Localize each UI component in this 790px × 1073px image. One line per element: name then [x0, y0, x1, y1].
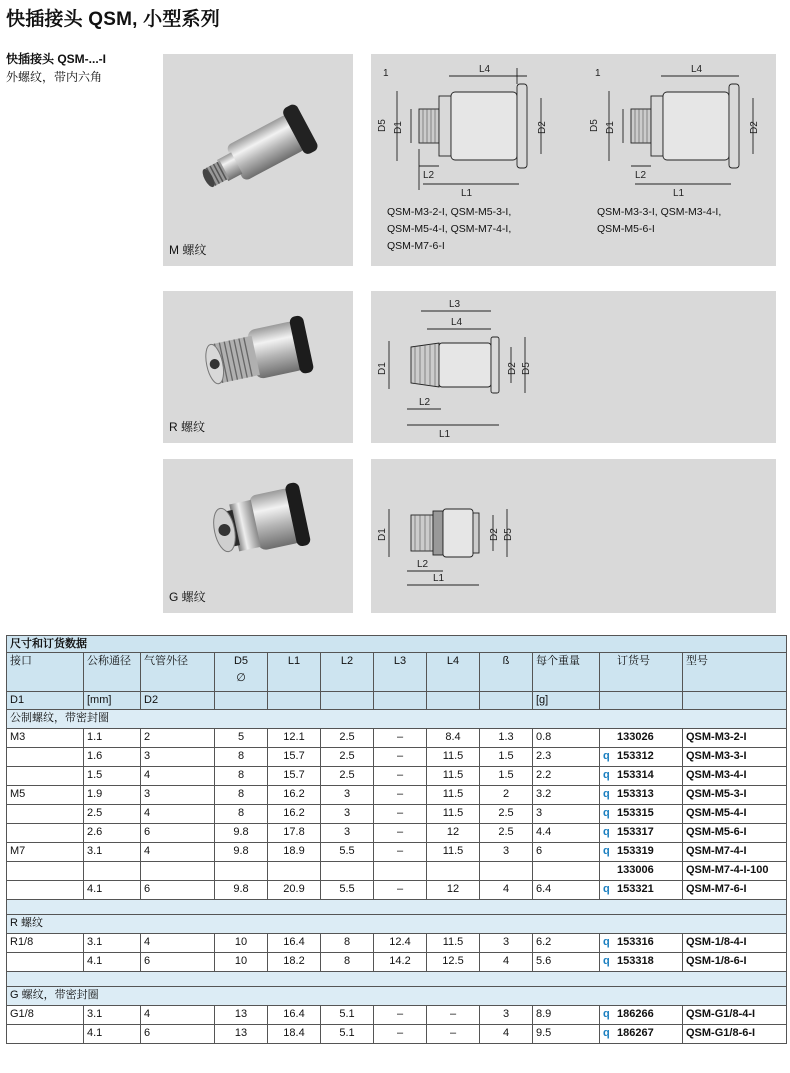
cell-l1: 15.7 — [268, 748, 321, 767]
part-number: 153321 — [617, 883, 654, 895]
part-number: 153319 — [617, 845, 654, 857]
cell-l4: 11.5 — [427, 748, 480, 767]
cell-nominal: 1.5 — [84, 767, 141, 786]
cell-nominal: 4.1 — [84, 881, 141, 900]
cell-l2: 5.5 — [321, 881, 374, 900]
cell-beta: 3 — [480, 1006, 533, 1025]
d5-label: D5 — [589, 119, 600, 132]
cell-weight: 3.2 — [533, 786, 600, 805]
type-code: QSM-G1/8-4-I — [683, 1006, 787, 1025]
cell-d5: 13 — [215, 1025, 268, 1044]
cell-weight: 9.5 — [533, 1025, 600, 1044]
cell-l3: – — [374, 748, 427, 767]
cell-nominal: 3.1 — [84, 934, 141, 953]
cell-nominal: 1.9 — [84, 786, 141, 805]
cell-l1: 12.1 — [268, 729, 321, 748]
part-number: 186266 — [617, 1008, 654, 1020]
table-row — [7, 748, 787, 767]
table-row — [7, 767, 787, 786]
cell-beta: 1.3 — [480, 729, 533, 748]
cell-l1: 16.4 — [268, 934, 321, 953]
cell-l2: 2.5 — [321, 748, 374, 767]
table-caption: 尺寸和订货数据 — [7, 636, 787, 653]
cell-l1: 16.2 — [268, 786, 321, 805]
cell-nominal — [84, 862, 141, 881]
cell-l3: – — [374, 824, 427, 843]
drawing-m-thread — [371, 54, 776, 266]
part-number: 153317 — [617, 826, 654, 838]
cell-nominal: 1.6 — [84, 748, 141, 767]
cell-beta: 2 — [480, 786, 533, 805]
cell-tube: 4 — [141, 767, 215, 786]
wrench-size-label: 1 — [595, 68, 601, 79]
cell-beta: 3 — [480, 934, 533, 953]
header-l4: L4 — [446, 655, 460, 667]
stock-marker-icon: q — [603, 769, 610, 781]
cell-d5 — [215, 862, 268, 881]
cell-weight: 3 — [533, 805, 600, 824]
l1-label: L1 — [673, 188, 685, 199]
photo-r-thread — [163, 291, 353, 443]
g-thread-label: G 螺纹 — [169, 590, 206, 604]
g-thread-dimension-drawing — [371, 459, 776, 613]
type-code: QSM-M5-3-I — [683, 786, 787, 805]
l3-label: L3 — [449, 299, 461, 310]
cell-beta: 1.5 — [480, 767, 533, 786]
cell-l4: 12.5 — [427, 953, 480, 972]
l2-label: L2 — [423, 170, 435, 181]
cell-l4: 11.5 — [427, 767, 480, 786]
cell-tube: 2 — [141, 729, 215, 748]
cell-l4 — [427, 862, 480, 881]
cell-l3: – — [374, 729, 427, 748]
product-subtitle: 快插接头 QSM-...-I — [6, 52, 106, 66]
cell-l3: – — [374, 786, 427, 805]
cell-tube: 6 — [141, 1025, 215, 1044]
cell-l2: 5.5 — [321, 843, 374, 862]
table-row — [7, 824, 787, 843]
cell-l1: 18.4 — [268, 1025, 321, 1044]
cell-d5: 9.8 — [215, 824, 268, 843]
cell-port — [7, 767, 84, 786]
cell-d5: 10 — [215, 934, 268, 953]
cell-beta: 3 — [480, 843, 533, 862]
d5-label: D5 — [377, 119, 388, 132]
cell-beta: 2.5 — [480, 824, 533, 843]
cell-weight: 8.9 — [533, 1006, 600, 1025]
cell-l1: 15.7 — [268, 767, 321, 786]
photo-m-thread — [163, 54, 353, 266]
header-l2: L2 — [340, 655, 354, 667]
l1-label: L1 — [439, 429, 451, 440]
m-thread-label: M 螺纹 — [169, 243, 207, 257]
stock-marker-icon: q — [603, 955, 610, 967]
stock-marker-icon: q — [603, 845, 610, 857]
part-number: 133026 — [617, 731, 654, 743]
cell-l1 — [268, 862, 321, 881]
cell-l4: 12 — [427, 881, 480, 900]
cell-l4: 11.5 — [427, 934, 480, 953]
cell-l2: 3 — [321, 805, 374, 824]
d2-label: D2 — [507, 362, 518, 375]
d1-label: D1 — [605, 121, 616, 134]
d1-label: D1 — [377, 528, 388, 541]
cell-tube: 3 — [141, 748, 215, 767]
type-code: QSM-M7-4-I-100 — [683, 862, 787, 881]
cell-tube — [141, 862, 215, 881]
cell-d5: 13 — [215, 1006, 268, 1025]
cell-l2 — [321, 862, 374, 881]
cell-l1: 16.2 — [268, 805, 321, 824]
cell-d5: 5 — [215, 729, 268, 748]
table-row — [7, 934, 787, 953]
cell-port — [7, 862, 84, 881]
caption-variant-a: QSM-M3-2-I, QSM-M5-3-I, QSM-M5-4-I, QSM-M7-4-I, QSM-M7-6-I — [387, 206, 512, 252]
header-d5: D5 — [233, 655, 249, 667]
stock-marker-icon: q — [603, 1008, 610, 1020]
cell-l4: 11.5 — [427, 843, 480, 862]
table-row — [7, 729, 787, 748]
stock-marker-icon: q — [603, 807, 610, 819]
m-fitting-image — [163, 54, 353, 266]
cell-l3: – — [374, 767, 427, 786]
type-code: QSM-M7-6-I — [683, 881, 787, 900]
part-number: 186267 — [617, 1027, 654, 1039]
cell-l1: 16.4 — [268, 1006, 321, 1025]
photo-g-thread — [163, 459, 353, 613]
header-nominal: 公称通径 — [87, 655, 131, 667]
table-row — [7, 1006, 787, 1025]
cell-tube: 4 — [141, 843, 215, 862]
section-g: G 螺纹，带密封圈 — [7, 987, 787, 1006]
cell-l3: – — [374, 805, 427, 824]
type-code: QSM-1/8-6-I — [683, 953, 787, 972]
d2-label: D2 — [749, 121, 760, 134]
cell-weight: 5.6 — [533, 953, 600, 972]
cell-port — [7, 805, 84, 824]
drawing-r-thread — [371, 291, 776, 443]
l2-label: L2 — [417, 559, 429, 570]
cell-l2: 2.5 — [321, 767, 374, 786]
r-thread-dimension-drawing — [371, 291, 776, 443]
cell-l3: – — [374, 881, 427, 900]
cell-beta — [480, 862, 533, 881]
header-type: 型号 — [686, 655, 708, 667]
cell-d5: 9.8 — [215, 881, 268, 900]
part-number: 133006 — [617, 864, 654, 876]
cell-l3: – — [374, 843, 427, 862]
cell-beta: 4 — [480, 1025, 533, 1044]
cell-nominal: 4.1 — [84, 1025, 141, 1044]
cell-l2: 2.5 — [321, 729, 374, 748]
cell-weight: 6 — [533, 843, 600, 862]
cell-d5: 8 — [215, 805, 268, 824]
cell-weight: 2.2 — [533, 767, 600, 786]
d1-label: D1 — [393, 121, 404, 134]
type-code: QSM-G1/8-6-I — [683, 1025, 787, 1044]
l2-label: L2 — [419, 397, 431, 408]
l4-label: L4 — [691, 64, 703, 75]
cell-tube: 4 — [141, 934, 215, 953]
cell-weight: 0.8 — [533, 729, 600, 748]
table-row — [7, 881, 787, 900]
cell-tube: 6 — [141, 881, 215, 900]
cell-d5: 8 — [215, 748, 268, 767]
cell-tube: 3 — [141, 786, 215, 805]
cell-l1: 18.2 — [268, 953, 321, 972]
cell-tube: 4 — [141, 1006, 215, 1025]
cell-l2: 3 — [321, 786, 374, 805]
table-row — [7, 805, 787, 824]
cell-l2: 8 — [321, 953, 374, 972]
cell-weight: 6.4 — [533, 881, 600, 900]
cell-d5: 8 — [215, 767, 268, 786]
cell-l1: 20.9 — [268, 881, 321, 900]
cell-l4: 11.5 — [427, 786, 480, 805]
r-thread-label: R 螺纹 — [169, 420, 206, 434]
cell-port — [7, 748, 84, 767]
cell-port — [7, 824, 84, 843]
cell-l4: 8.4 — [427, 729, 480, 748]
table-row — [7, 843, 787, 862]
l4-label: L4 — [451, 317, 463, 328]
part-number: 153316 — [617, 936, 654, 948]
cell-port — [7, 1025, 84, 1044]
cell-l2: 8 — [321, 934, 374, 953]
type-code: QSM-M3-3-I — [683, 748, 787, 767]
cell-nominal: 2.6 — [84, 824, 141, 843]
d2-label: D2 — [489, 528, 500, 541]
section-r: R 螺纹 — [7, 915, 787, 934]
cell-l3: – — [374, 1006, 427, 1025]
cell-tube: 4 — [141, 805, 215, 824]
cell-nominal: 1.1 — [84, 729, 141, 748]
stock-marker-icon: q — [603, 826, 610, 838]
cell-nominal: 2.5 — [84, 805, 141, 824]
stock-marker-icon: q — [603, 883, 610, 895]
type-code: QSM-M3-2-I — [683, 729, 787, 748]
cell-beta: 4 — [480, 953, 533, 972]
cell-port: M7 — [7, 843, 84, 862]
d5-label: D5 — [503, 528, 514, 541]
dimensions-order-table: 尺寸和订货数据 接口 公称通径 气管外径 D5 ∅ L1 L2 L3 L4 ß 每个重量 订货号 型号 D1 [mm] D2 [g] 公制螺纹，带密封圈 M3 1.1 2 5 12.1 2.5 – 8.4 1.3 0.8 133026 QSM-M3-2-I 1.6 3 8 15.7 2.5 – 11.5 1.5 2.3 q 153312 QSM-M3-3-I 1.5 4 8 15.7 2.5 – 11.5 1.5 2.2 q 153314 QSM-M3-4-I M5 1.9 3 8 16.2 3 – 11.5 2 3.2 q 153313 QSM-M5-3-I 2.5 4 8 16.2 3 – 11.5 2.5 3 q 153315 QSM-M5-4-I 2.6 6 9.8 17.8 3 – 12 2.5 4.4 q 153317 QSM-M5-6-I M7 3.1 4 9.8 18.9 5.5 – 11.5 3 6 q 153319 QSM-M7-4-I 133006 QSM-M7-4-I-100 4.1 6 9.8 20.9 5.5 – 12 4 6.4 q 153321 QSM-M7-6-I R 螺纹 R1/8 3.1 4 10 16.4 8 12.4 11.5 3 6.2 q 153316 QSM-1/8-4-I 4.1 6 10 18.2 8 14.2 12.5 4 5.6 q 153318 QSM-1/8-6-I G 螺纹，带密封圈 G1/8 3.1 4 13 16.4 5.1 – – 3 8.9 q 186266 QSM-G1/8-4-I 4.1 6 13 18.4 5.1 – – 4 9.5 q 186267 QSM-G1/8-6-I — [6, 635, 787, 1044]
cell-d5: 10 — [215, 953, 268, 972]
cell-l4: – — [427, 1006, 480, 1025]
cell-l3: 14.2 — [374, 953, 427, 972]
d2-label: D2 — [537, 121, 548, 134]
type-code: QSM-M5-4-I — [683, 805, 787, 824]
cell-port: R1/8 — [7, 934, 84, 953]
caption-variant-b: QSM-M3-3-I, QSM-M3-4-I, QSM-M5-6-I — [597, 206, 722, 235]
cell-l4: 12 — [427, 824, 480, 843]
cell-weight: 2.3 — [533, 748, 600, 767]
cell-beta: 4 — [480, 881, 533, 900]
cell-nominal: 3.1 — [84, 1006, 141, 1025]
page-title: 快插接头 QSM, 小型系列 — [6, 9, 220, 30]
cell-beta: 1.5 — [480, 748, 533, 767]
header-weight: 每个重量 — [536, 655, 580, 667]
cell-tube: 6 — [141, 824, 215, 843]
cell-l2: 3 — [321, 824, 374, 843]
wrench-size-label: 1 — [383, 68, 389, 79]
drawing-g-thread — [371, 459, 776, 613]
part-number: 153314 — [617, 769, 654, 781]
cell-port: M5 — [7, 786, 84, 805]
stock-marker-icon: q — [603, 788, 610, 800]
product-description: 外螺纹，带内六角 — [6, 70, 103, 84]
cell-l2: 5.1 — [321, 1006, 374, 1025]
cell-l3: – — [374, 1025, 427, 1044]
cell-beta: 2.5 — [480, 805, 533, 824]
cell-port: M3 — [7, 729, 84, 748]
table-row — [7, 862, 787, 881]
l1-label: L1 — [433, 573, 445, 584]
stock-marker-icon: q — [603, 750, 610, 762]
l4-label: L4 — [479, 64, 491, 75]
header-l3: L3 — [393, 655, 407, 667]
cell-l2: 5.1 — [321, 1025, 374, 1044]
cell-d5: 8 — [215, 786, 268, 805]
cell-l1: 17.8 — [268, 824, 321, 843]
cell-weight — [533, 862, 600, 881]
header-port: 接口 — [10, 655, 32, 667]
cell-port — [7, 881, 84, 900]
cell-tube: 6 — [141, 953, 215, 972]
cell-l3: 12.4 — [374, 934, 427, 953]
stock-marker-icon: q — [603, 936, 610, 948]
stock-marker-icon: q — [603, 1027, 610, 1039]
cell-nominal: 3.1 — [84, 843, 141, 862]
l2-label: L2 — [635, 170, 647, 181]
cell-l3 — [374, 862, 427, 881]
cell-l4: – — [427, 1025, 480, 1044]
header-tube: 气管外径 — [144, 655, 188, 667]
header-beta: ß — [502, 655, 510, 667]
d1-label: D1 — [377, 362, 388, 375]
cell-nominal: 4.1 — [84, 953, 141, 972]
part-number: 153312 — [617, 750, 654, 762]
type-code: QSM-M3-4-I — [683, 767, 787, 786]
table-row — [7, 786, 787, 805]
cell-d5: 9.8 — [215, 843, 268, 862]
table-row — [7, 1025, 787, 1044]
cell-l4: 11.5 — [427, 805, 480, 824]
header-part-no: 订货号 — [617, 655, 650, 667]
table-row — [7, 953, 787, 972]
cell-l1: 18.9 — [268, 843, 321, 862]
section-metric: 公制螺纹，带密封圈 — [7, 710, 787, 729]
part-number: 153318 — [617, 955, 654, 967]
type-code: QSM-1/8-4-I — [683, 934, 787, 953]
cell-port: G1/8 — [7, 1006, 84, 1025]
l1-label: L1 — [461, 188, 473, 199]
part-number: 153315 — [617, 807, 654, 819]
header-l1: L1 — [287, 655, 301, 667]
type-code: QSM-M5-6-I — [683, 824, 787, 843]
cell-weight: 4.4 — [533, 824, 600, 843]
cell-weight: 6.2 — [533, 934, 600, 953]
part-number: 153313 — [617, 788, 654, 800]
type-code: QSM-M7-4-I — [683, 843, 787, 862]
d5-label: D5 — [521, 362, 532, 375]
cell-port — [7, 953, 84, 972]
